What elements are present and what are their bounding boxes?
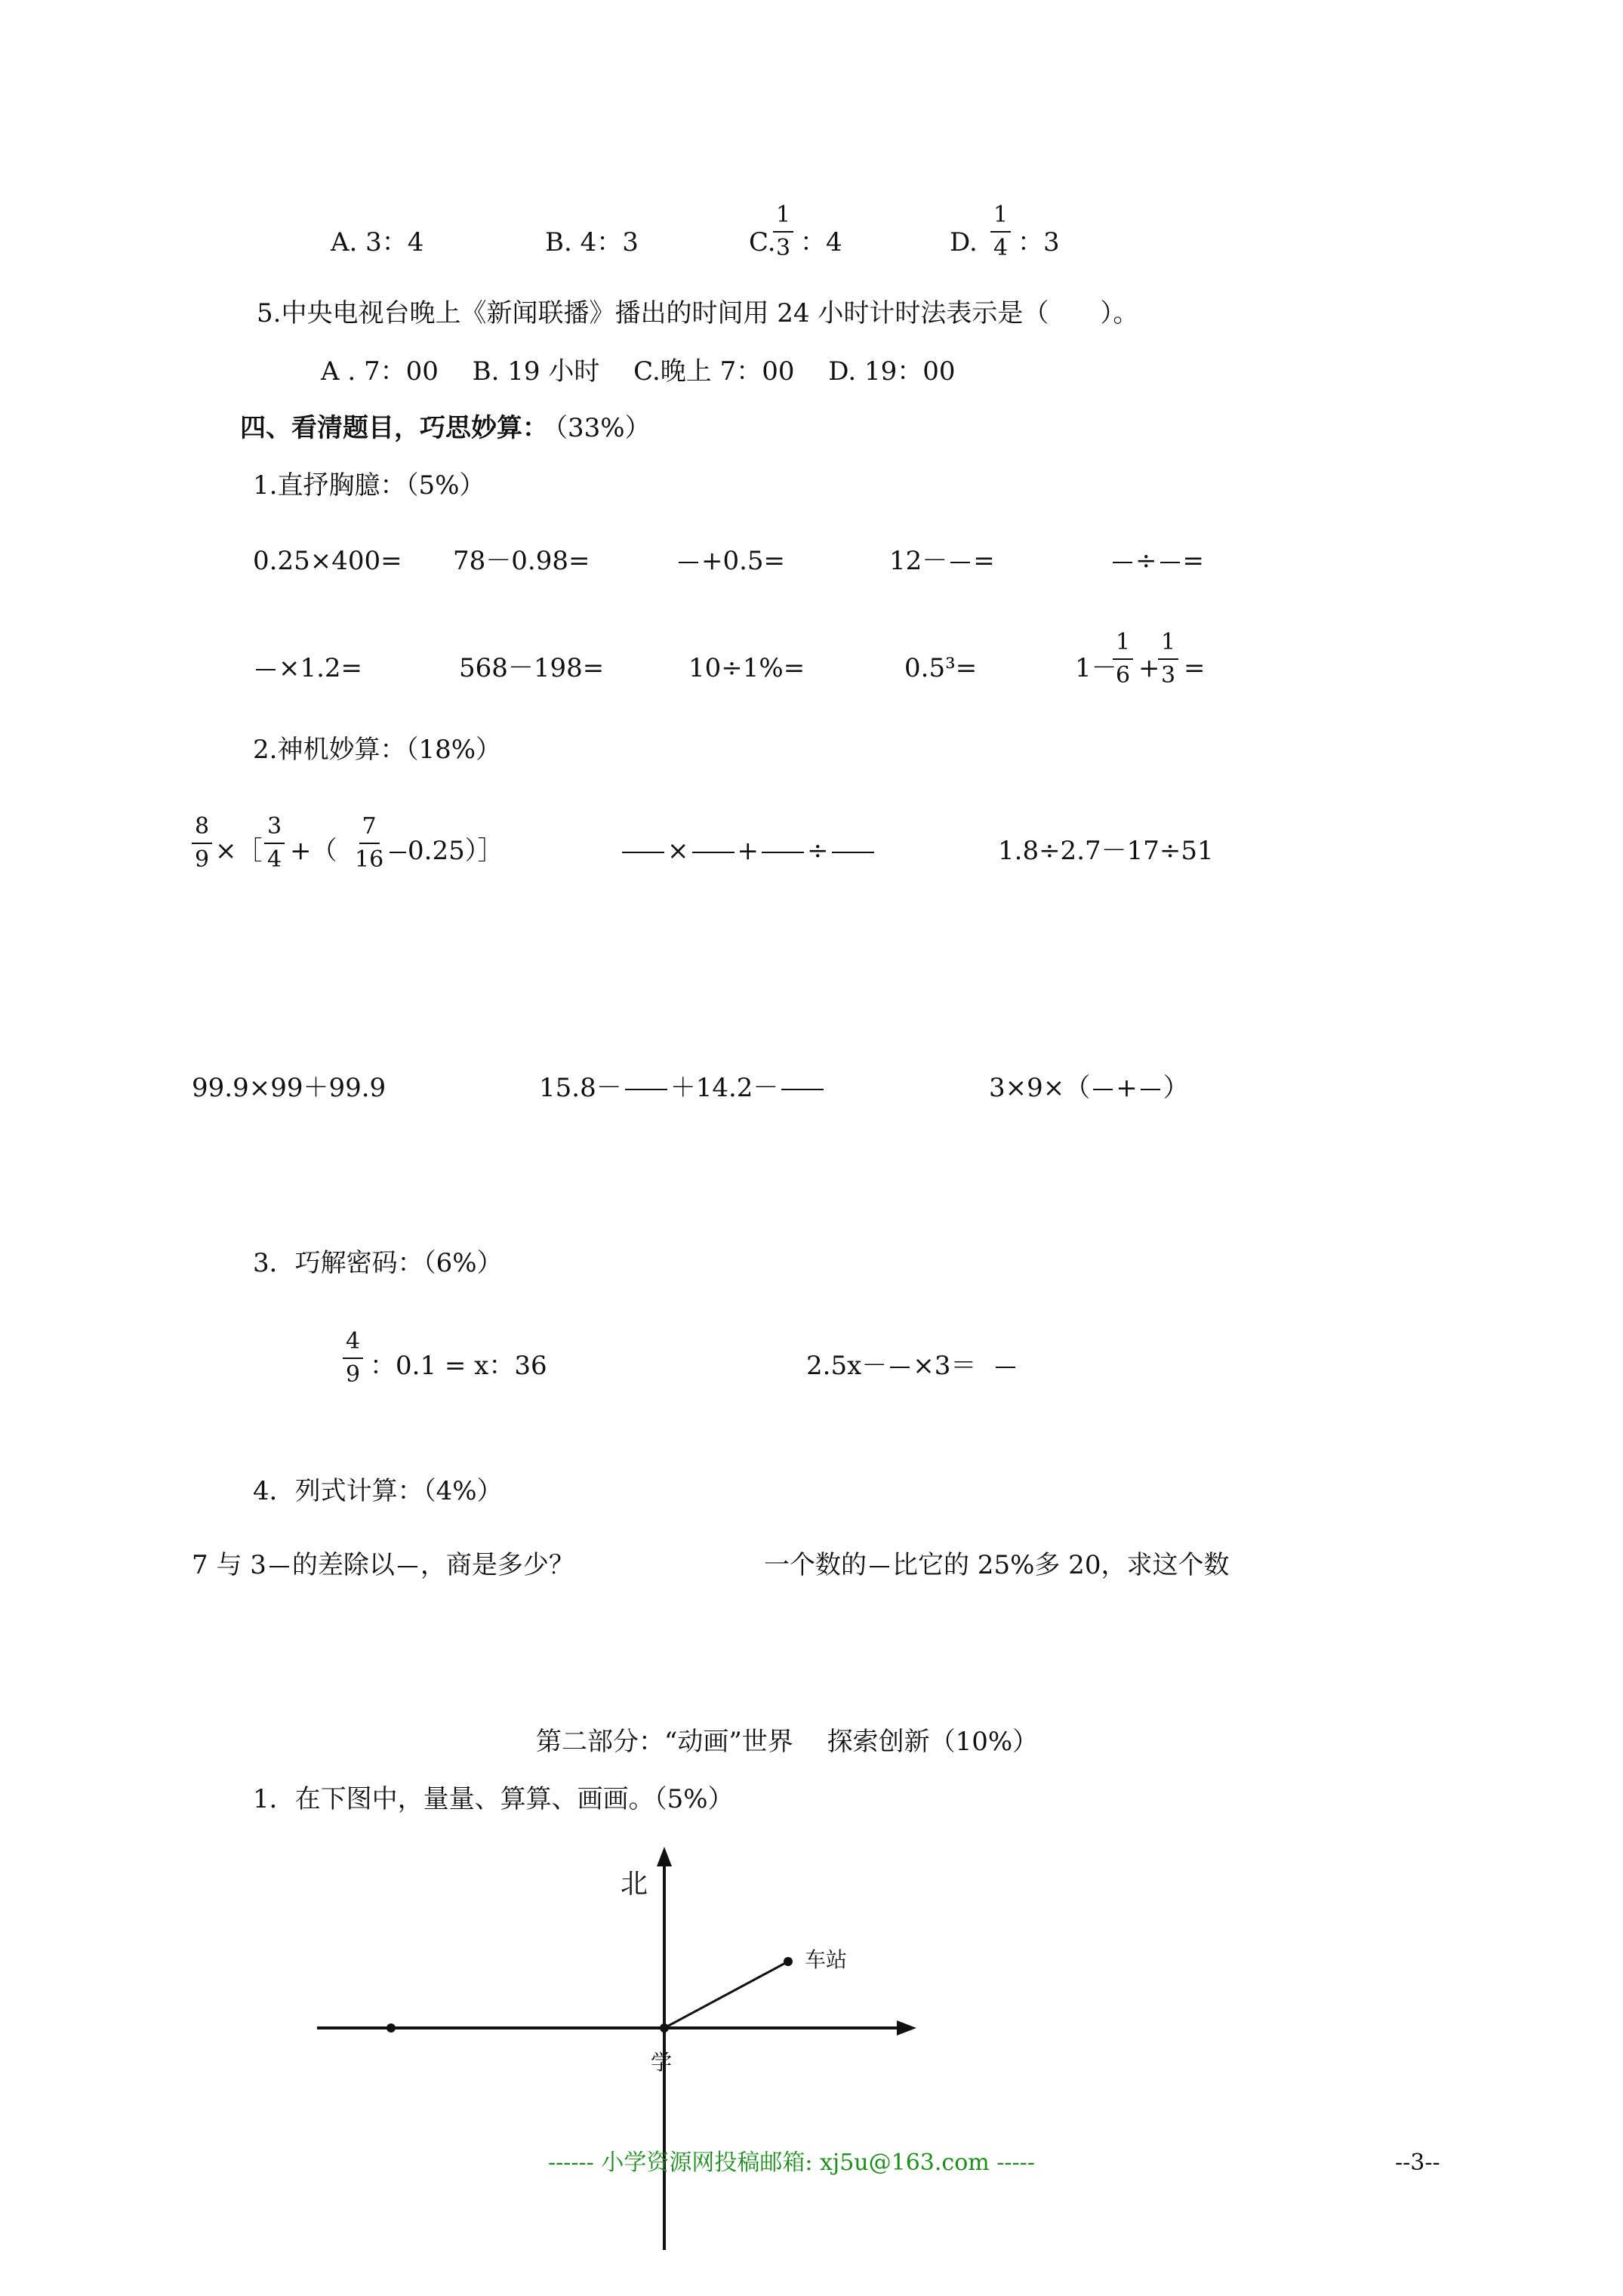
north-label: 北	[621, 1869, 648, 1900]
north-arrow-icon	[657, 1847, 672, 1866]
calc-1-2: 78－0.98=	[453, 546, 590, 576]
eq-2-b: ×3＝	[913, 1351, 977, 1381]
station-point	[784, 1957, 793, 1966]
calc-2-4: 0.5³=	[904, 653, 978, 683]
option-c-prefix: C.	[749, 227, 776, 257]
section-4-score: （33%）	[542, 413, 651, 443]
footer-text: ------ 小学资源网投稿邮箱: xj5u@163.com -----	[548, 2150, 1035, 2176]
expr-1-tail-text: 0.25）］	[408, 836, 504, 866]
denominator: 4	[267, 846, 282, 873]
option-d-suffix: ：3	[1018, 227, 1060, 257]
part-4-title: 4．列式计算：（4%）	[253, 1476, 503, 1506]
option-a: A. 3：4	[331, 227, 424, 257]
calc-1-5-eq: =	[1182, 546, 1204, 576]
calc-2-2: 568－198=	[459, 653, 605, 683]
numerator: 1	[990, 204, 1011, 233]
expr-4: 99.9×99＋99.9	[192, 1073, 387, 1103]
eq-2-a: 2.5x－	[806, 1351, 888, 1381]
calc-1-1: 0.25×400=	[253, 546, 402, 576]
word-problem-1-c: ，商是多少？	[420, 1550, 574, 1580]
second-part-q1: 1．在下图中，量量、算算、画画。（5%）	[253, 1784, 734, 1814]
denominator: 9	[346, 1361, 361, 1388]
part-3-title: 3．巧解密码：（6%）	[253, 1248, 503, 1278]
station-line	[664, 1962, 788, 2028]
east-arrow-icon	[897, 2020, 916, 2036]
part-1-title: 1.直抒胸臆：（5%）	[253, 470, 485, 501]
word-problem-1-b: 的差除以	[291, 1550, 395, 1580]
numerator: 4	[343, 1330, 363, 1359]
calc-1-3-text: +0.5=	[701, 546, 786, 576]
denominator: 4	[993, 235, 1009, 261]
denominator: 16	[355, 846, 384, 873]
expr-6-a: 3×9×（	[989, 1073, 1091, 1103]
numerator: 3	[264, 815, 285, 844]
option-d-prefix: D.	[950, 227, 978, 257]
page-number: --3--	[1395, 2150, 1440, 2176]
expr-2-op1: ×	[667, 836, 689, 866]
station-label: 车站	[805, 1947, 848, 1972]
word-problem-2-a: 一个数的	[764, 1550, 867, 1580]
numerator: 8	[192, 815, 212, 844]
denominator: 6	[1116, 662, 1131, 689]
word-problem-2-b: 比它的 25%多 20，求这个数	[892, 1550, 1230, 1580]
expr-5-a: 15.8－	[539, 1073, 622, 1103]
expr-1-mid1: ×［	[215, 836, 263, 866]
option-b: B. 4：3	[545, 227, 639, 257]
question-5: 5.中央电视台晚上《新闻联播》播出的时间用 24 小时计时法表示是（ ）。	[257, 298, 1139, 328]
school-point	[660, 2023, 669, 2032]
denominator: 3	[1161, 662, 1176, 689]
expr-6-c: ）	[1163, 1073, 1189, 1103]
school-label: 学	[651, 2050, 673, 2075]
expr-6-b: +	[1116, 1073, 1138, 1103]
calc-2-5-op: +	[1138, 653, 1160, 683]
question-5-options: A . 7：00 B. 19 小时 C.晚上 7：00 D. 19：00	[321, 356, 956, 387]
denominator: 9	[195, 846, 210, 873]
denominator: 3	[776, 235, 791, 261]
expr-5-b: ＋14.2－	[670, 1073, 779, 1103]
section-4-title: 四、看清题目，巧思妙算：	[240, 413, 548, 443]
calc-1-5-op: ÷	[1135, 546, 1157, 576]
expr-2-op2: +	[737, 836, 759, 866]
calc-2-5-suffix: =	[1184, 653, 1206, 683]
numerator: 1	[1113, 631, 1133, 660]
numerator: 7	[359, 815, 380, 844]
word-problem-1-a: 7 与 3	[192, 1550, 266, 1580]
expr-3: 1.8÷2.7－17÷51	[998, 836, 1214, 866]
calc-2-1-text: ×1.2=	[279, 653, 363, 683]
eq-1-rest: ：0.1 = x：36	[370, 1351, 547, 1381]
expr-1-mid2: +（	[290, 836, 337, 866]
part-2-title: 2.神机妙算：（18%）	[253, 735, 502, 765]
numerator: 1	[1158, 631, 1178, 660]
second-part-title: 第二部分：“动画”世界 探索创新（10%）	[536, 1727, 1039, 1757]
calc-2-5-prefix: 1－	[1075, 653, 1117, 683]
calc-1-4-text: 12－	[889, 546, 948, 576]
west-point	[387, 2023, 396, 2032]
option-c-suffix: ：4	[800, 227, 842, 257]
calc-1-4-eq: =	[973, 546, 995, 576]
calc-2-3: 10÷1%=	[688, 653, 805, 683]
numerator: 1	[773, 204, 793, 233]
expr-2-op3: ÷	[807, 836, 829, 866]
